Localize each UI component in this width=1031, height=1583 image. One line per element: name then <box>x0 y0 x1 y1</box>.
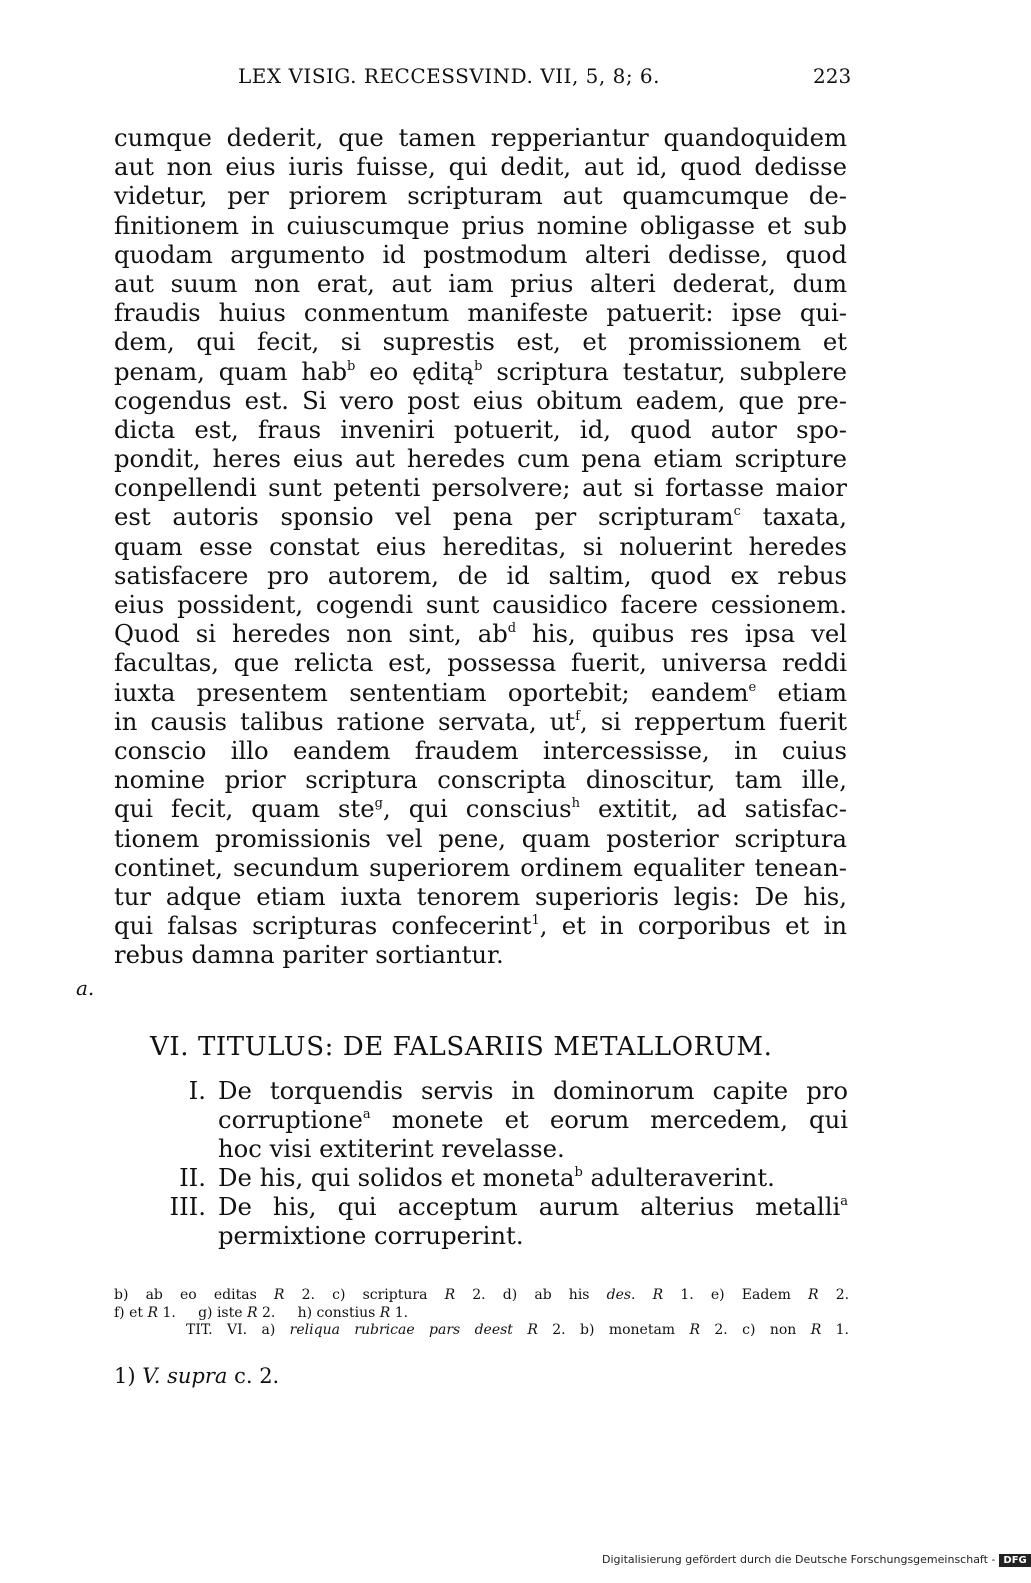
text-line: qui fecit, quam ste$^g$, qui conscius$^h$ extitit, ad satisfac- <box>114 794 847 824</box>
text-line: aut non eius iuris fuisse, qui dedit, aut id, quod dedisse <box>114 152 847 182</box>
text-line: dem, qui fecit, si suprestis est, et promissionem et <box>114 327 847 357</box>
apparatus-note: c) non R 1. <box>742 1322 849 1339</box>
rubric-line: De his, qui acceptum aurum alterius metalli$^a$ <box>218 1192 848 1221</box>
rubric-number: I. <box>188 1076 206 1105</box>
rubric-item <box>140 1076 848 1163</box>
text-line: iuxta presentem sententiam oportebit; eandem$^e$ etiam <box>114 677 847 707</box>
footnote-ref: c <box>733 504 741 520</box>
footnote-ref: e <box>748 679 757 695</box>
text-line: penam, quam hab$^b$ eo ęditą$^b$ scriptura testatur, subplere <box>114 356 847 386</box>
text-line: eius possident, cogendi sunt causidico facere cessionem. <box>114 590 847 619</box>
footnote-ref: a <box>362 1107 371 1122</box>
rubric-line: hoc visi extiterint revelasse. <box>218 1134 565 1163</box>
text-line: rebus damna pariter sortiantur. <box>114 940 504 970</box>
text-line: cumque dederit, que tamen repperiantur quandoquidem <box>114 123 847 152</box>
text-line: aut suum non erat, aut iam prius alteri dederat, dum <box>114 268 847 298</box>
text-line: pondit, heres eius aut heredes cum pena etiam scripture <box>114 444 847 474</box>
text-line: qui falsas scripturas confecerint$^1$, et in corporibus et in <box>114 911 847 941</box>
text-line: conscio illo eandem fraudem intercessisse, in cuius <box>114 735 847 765</box>
critical-apparatus <box>114 1287 849 1340</box>
text-line: tur adque etiam iuxta tenorem superioris legis: De his, <box>114 881 847 911</box>
footnote-ref: h <box>571 796 580 812</box>
text-line: satisfacere pro autorem, de id saltim, quod ex rebus <box>114 560 847 590</box>
apparatus-tit: TIT. VI. <box>186 1322 248 1339</box>
footnote-marker: 1) <box>114 1364 136 1388</box>
rubric-number: II. <box>179 1163 206 1192</box>
rubric-line: De his, qui solidos et moneta$^b$ adulteraverint. <box>218 1163 775 1192</box>
text-line: videtur, per priorem scripturam aut quamcumque de- <box>114 181 847 211</box>
apparatus-note: a) reliqua rubricae pars deest R 2. <box>261 1322 566 1339</box>
apparatus-line: f) et R 1. g) iste R 2. h) constius R 1. <box>114 1304 409 1321</box>
title-heading: VI. TITULUS: DE FALSARIIS METALLORUM. <box>150 1032 773 1062</box>
footnote-ref: b <box>474 358 483 374</box>
credit-text: Digitalisierung gefördert durch die Deutsche Forschungsgemeinschaft - <box>602 1553 996 1566</box>
text-line: in causis talibus ratione servata, $ut^f$, si reppertum fuerit <box>114 706 847 736</box>
footnote <box>114 1364 279 1388</box>
text-line: continet, secundum superiorem ordinem equaliter tenean- <box>114 852 847 882</box>
text-line: dicta est, fraus inveniri potuerit, id, quod autor spo- <box>114 414 847 444</box>
law-text <box>114 123 847 969</box>
text-line: conpellendi sunt petenti persolvere; aut si fortasse maior <box>114 473 847 503</box>
apparatus-line <box>114 1322 849 1340</box>
footnote-ref: a <box>840 1194 848 1209</box>
text-line: fraudis huius conmentum manifeste patuerit: ipse qui- <box>114 298 847 328</box>
footnote-ref: f <box>575 708 581 724</box>
rubric-item <box>140 1192 848 1250</box>
apparatus-note: e) Eadem R 2. <box>710 1287 850 1303</box>
page-number: 223 <box>813 64 852 88</box>
rubric-number: III. <box>169 1192 206 1221</box>
text-line: nomine prior scriptura conscripta dinoscitur, tam ille, <box>114 765 847 795</box>
footnote-ref: g <box>374 796 383 812</box>
apparatus-line <box>114 1287 849 1305</box>
apparatus-note: b) monetam R 2. <box>580 1322 728 1339</box>
text-line: facultas, que relicta est, possessa fuerit, universa reddi <box>114 648 847 678</box>
footnote-ref: d <box>507 621 517 637</box>
margin-mark: a. <box>76 976 95 1000</box>
rubric-item <box>140 1163 848 1192</box>
text-line: quam esse constat eius hereditas, si noluerint heredes <box>114 531 847 561</box>
footnote-ref: 1 <box>531 913 540 929</box>
apparatus-note: b) ab eo editas R 2. <box>114 1287 315 1303</box>
dfg-logo: DFG <box>999 1554 1030 1567</box>
rubric-list <box>140 1076 848 1250</box>
text-line: quodam argumento id postmodum alteri dedisse, quod <box>114 239 847 269</box>
footnote-ref: b <box>574 1165 583 1180</box>
text-line: est autoris sponsio vel pena per scripturam$^c$ taxata, <box>114 502 847 532</box>
rubric-line: permixtione corruperint. <box>218 1221 524 1250</box>
apparatus-note: c) scriptura R 2. <box>332 1287 486 1303</box>
rubric-line: corruptione$^a$ monete et eorum mercedem, qui <box>218 1105 848 1134</box>
apparatus-note: d) ab his des. R 1. <box>502 1287 694 1303</box>
text-line: Quod si heredes non sint, $ab^d$ his, quibus res ipsa vel <box>114 619 847 649</box>
text-line: finitionem in cuiuscumque prius nomine obligasse et sub <box>114 210 847 240</box>
footnote-text: V. supra c. 2. <box>142 1364 280 1388</box>
running-header <box>0 64 1000 94</box>
text-line: cogendus est. Si vero post eius obitum eadem, que pre- <box>114 385 847 415</box>
rubric-line: De torquendis servis in dominorum capite pro <box>218 1076 848 1105</box>
footnote-ref: b <box>347 358 356 374</box>
text-line: tionem promissionis vel pene, quam posterior scriptura <box>114 823 847 853</box>
running-title: LEX VISIG. RECCESSVIND. VII, 5, 8; 6. <box>238 64 660 88</box>
digitization-credit <box>602 1553 1031 1567</box>
